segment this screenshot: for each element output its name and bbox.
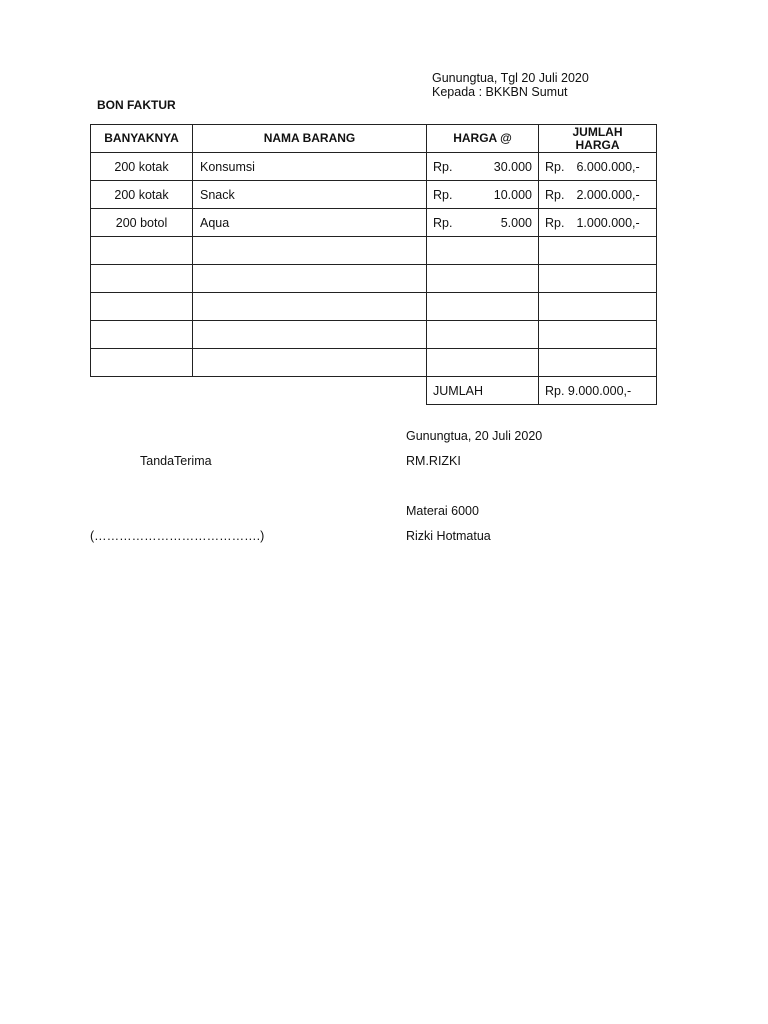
row-qty: 200 kotak (91, 181, 193, 209)
row-price (427, 209, 539, 237)
empty-cell (193, 293, 427, 321)
empty-cell (91, 349, 193, 377)
total-label: JUMLAH (427, 377, 539, 405)
row-qty: 200 kotak (91, 153, 193, 181)
empty-row (91, 265, 657, 293)
row-item-name: Snack (193, 181, 427, 209)
total-spacer (91, 377, 193, 405)
empty-cell (193, 321, 427, 349)
company-name: RM.RIZKI (406, 454, 461, 468)
empty-cell (539, 321, 657, 349)
empty-row (91, 321, 657, 349)
col-header-price: HARGA @ (427, 125, 539, 153)
row-price (427, 181, 539, 209)
col-header-qty: BANYAKNYA (91, 125, 193, 153)
document-title: BON FAKTUR (97, 98, 176, 112)
empty-cell (539, 237, 657, 265)
empty-row (91, 293, 657, 321)
header-recipient: Kepada : BKKBN Sumut (432, 85, 568, 99)
row-total-amount: 6.000.000,- (576, 159, 640, 174)
row-price-currency: Rp. (433, 215, 453, 230)
row-total-amount: 1.000.000,- (576, 215, 640, 230)
empty-row (91, 237, 657, 265)
total-spacer (193, 377, 427, 405)
table-row (91, 153, 657, 181)
table-row (91, 181, 657, 209)
signature-place-date: Gunungtua, 20 Juli 2020 (406, 429, 543, 443)
receiver-signature-line: (………………………………….) (90, 529, 265, 543)
empty-cell (91, 265, 193, 293)
empty-row (91, 349, 657, 377)
row-price-amount: 5.000 (500, 215, 532, 230)
total-row (91, 377, 657, 405)
col-header-total (539, 125, 657, 153)
empty-cell (427, 349, 539, 377)
row-item-name: Aqua (193, 209, 427, 237)
empty-cell (193, 237, 427, 265)
receiver-label: TandaTerima (140, 454, 212, 468)
header-place-date: Gunungtua, Tgl 20 Juli 2020 (432, 71, 589, 85)
total-value: Rp. 9.000.000,- (539, 377, 657, 405)
row-total-currency: Rp. (545, 215, 565, 230)
stamp-label: Materai 6000 (406, 504, 479, 518)
table-row (91, 209, 657, 237)
row-total (539, 209, 657, 237)
col-header-total-line2: HARGA (575, 137, 620, 152)
row-item-name: Konsumsi (193, 153, 427, 181)
empty-cell (427, 237, 539, 265)
row-total (539, 181, 657, 209)
empty-cell (427, 293, 539, 321)
empty-cell (91, 293, 193, 321)
col-header-name: NAMA BARANG (193, 125, 427, 153)
row-price-currency: Rp. (433, 187, 453, 202)
invoice-table (90, 124, 657, 405)
empty-cell (91, 237, 193, 265)
row-total (539, 153, 657, 181)
row-qty: 200 botol (91, 209, 193, 237)
row-total-currency: Rp. (545, 187, 565, 202)
row-price (427, 153, 539, 181)
empty-cell (193, 349, 427, 377)
empty-cell (427, 321, 539, 349)
signer-name: Rizki Hotmatua (406, 529, 491, 543)
table-header-row (91, 125, 657, 153)
row-total-currency: Rp. (545, 159, 565, 174)
empty-cell (91, 321, 193, 349)
row-price-amount: 30.000 (493, 159, 532, 174)
empty-cell (193, 265, 427, 293)
row-price-amount: 10.000 (493, 187, 532, 202)
empty-cell (539, 293, 657, 321)
empty-cell (427, 265, 539, 293)
row-total-amount: 2.000.000,- (576, 187, 640, 202)
empty-cell (539, 349, 657, 377)
empty-cell (539, 265, 657, 293)
row-price-currency: Rp. (433, 159, 453, 174)
col-header-total-line1: JUMLAH (572, 124, 623, 139)
